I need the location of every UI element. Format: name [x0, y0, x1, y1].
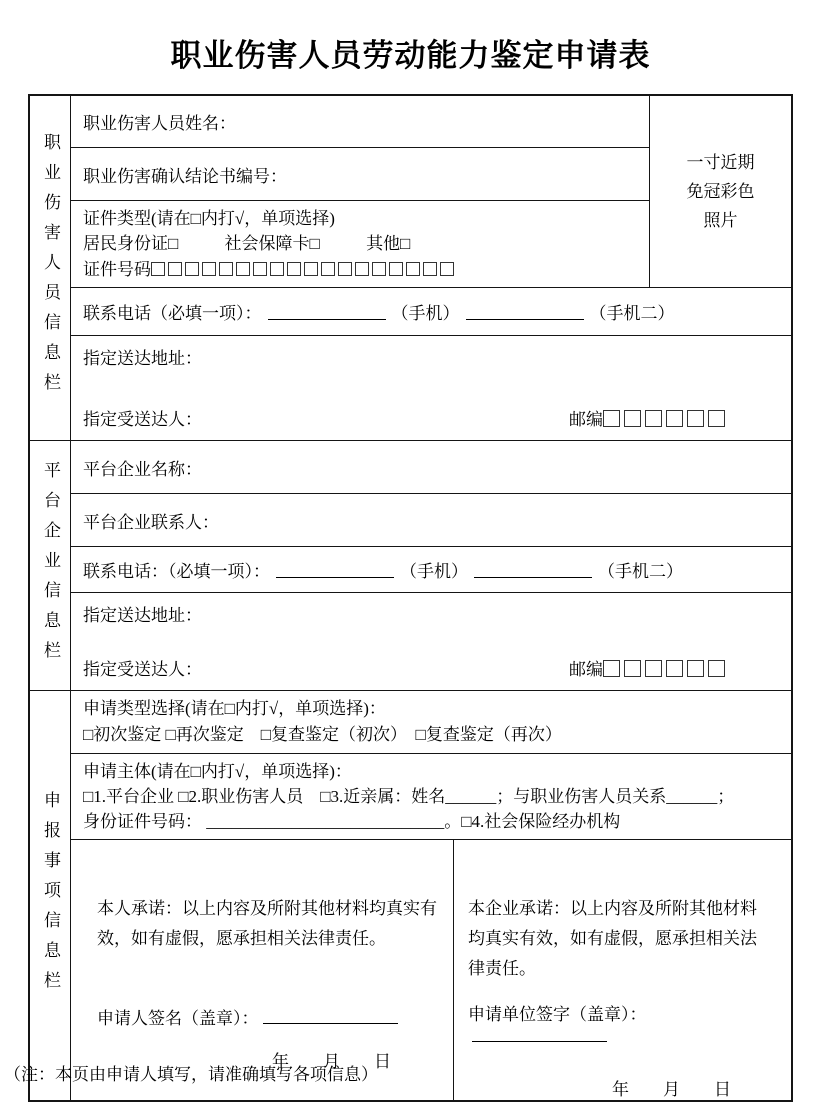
platform-info-section [30, 441, 791, 691]
worker-info-section [30, 96, 791, 441]
worker-mobile2-blank [466, 303, 584, 320]
conclusion-number-row [71, 148, 649, 201]
platform-phone-label: 联系电话：（必填一项）： [83, 562, 270, 581]
platform-mobile2-blank [474, 561, 592, 578]
photo-box-line2: 免冠彩色 [686, 182, 755, 201]
photo-box-line1: 一寸近期 [686, 153, 755, 172]
certificate-type-row [71, 201, 649, 287]
worker-section-label-cell [30, 96, 71, 440]
applicant-promise-text: 本人承诺：以上内容及所附其他材料均真实有效，如有虚假，愿承担相关法律责任。 [97, 899, 437, 948]
applicant-date-line: 年 月 日 [272, 1052, 391, 1071]
certificate-number-label: 证件号码 [83, 260, 151, 279]
platform-phone-blank [276, 561, 394, 578]
worker-mobile2-label: （手机二） [589, 304, 675, 323]
platform-contact-label: 平台企业联系人： [83, 512, 219, 532]
applicant-signature-blank [263, 1007, 398, 1024]
platform-phone-row [71, 547, 791, 593]
application-type-instruction: 申请类型选择(请在□内打√，单项选择)： [83, 699, 386, 718]
worker-mobile-label: （手机） [391, 304, 460, 323]
platform-recipient-label: 指定受送达人： [83, 660, 202, 679]
declaration-section-label: 申报事项信息栏 [41, 790, 60, 1001]
certificate-number-boxes [151, 260, 457, 279]
page-title: 职业伤害人员劳动能力鉴定申请表 [170, 38, 651, 73]
platform-delivery-address-label: 指定送达地址： [83, 606, 202, 625]
application-subject-instruction: 申请主体(请在□内打√，单项选择)： [83, 762, 352, 781]
conclusion-number-label: 职业伤害确认结论书编号： [83, 166, 287, 186]
footer-note: （注：本页由申请人填写，请准确填写各项信息） [4, 1065, 378, 1084]
option-social-security-card: 社会保障卡□ [224, 234, 320, 253]
platform-company-label: 平台企业名称： [83, 459, 202, 479]
worker-postcode-boxes [603, 410, 729, 429]
worker-recipient-label: 指定受送达人： [83, 410, 202, 429]
certificate-number-line [83, 257, 637, 282]
declaration-section [30, 691, 791, 1100]
worker-delivery-address-label: 指定送达地址： [83, 349, 202, 368]
photo-box-line3: 照片 [703, 211, 738, 230]
application-subject-idnumber-line: 身份证件号码： ____________________________。□4.社会保险经办机构 [83, 812, 621, 831]
applicant-signature-line [97, 1004, 439, 1029]
enterprise-date-line: 年 月 日 [612, 1080, 731, 1099]
platform-postcode-boxes [603, 660, 729, 679]
option-other-certificate: 其他□ [366, 234, 411, 253]
platform-mobile2-label: （手机二） [598, 562, 683, 581]
platform-section-label: 平台企业信息栏 [41, 460, 60, 671]
worker-phone-label: 联系电话（必填一项）： [83, 304, 262, 323]
worker-postcode-group [569, 405, 729, 430]
worker-phone-row [71, 288, 791, 336]
enterprise-signature-line [468, 1000, 765, 1047]
enterprise-promise-cell [454, 840, 779, 1100]
application-form-table [28, 94, 793, 1102]
application-type-options: □初次鉴定 □再次鉴定 □复查鉴定（初次） □复查鉴定（再次） [83, 725, 562, 744]
worker-section-label: 职业伤害人员信息栏 [41, 133, 60, 403]
worker-name-label: 职业伤害人员姓名： [83, 114, 236, 133]
option-resident-id-card: 居民身份证□ [83, 234, 179, 253]
application-type-row [71, 691, 791, 754]
worker-name-row [71, 96, 649, 148]
enterprise-promise-text: 本企业承诺：以上内容及所附其他材料均真实有效，如有虚假，愿承担相关法律责任。 [468, 899, 757, 978]
worker-address-row [71, 336, 791, 440]
enterprise-signature-label: 申请单位签字（盖章）： [468, 1005, 647, 1024]
applicant-signature-label: 申请人签名（盖章）： [97, 1009, 259, 1028]
photo-box [649, 96, 791, 287]
declaration-section-label-cell [30, 691, 71, 1100]
platform-postcode-group [569, 655, 729, 680]
platform-address-row [71, 593, 791, 690]
worker-postcode-label: 邮编 [569, 410, 603, 429]
certificate-type-instruction: 证件类型(请在□内打√，单项选择) [83, 209, 335, 228]
platform-section-label-cell [30, 441, 71, 690]
worker-phone-blank [268, 303, 386, 320]
platform-contact-row [71, 494, 791, 547]
certificate-type-options [83, 231, 637, 256]
enterprise-signature-blank [472, 1025, 607, 1042]
platform-mobile-label: （手机） [400, 562, 468, 581]
application-subject-row [71, 754, 791, 840]
application-subject-options-line: □1.平台企业 □2.职业伤害人员 □3.近亲属：姓名______；与职业伤害人员关系______； [83, 787, 735, 806]
platform-company-row [71, 441, 791, 494]
platform-postcode-label: 邮编 [569, 660, 603, 679]
